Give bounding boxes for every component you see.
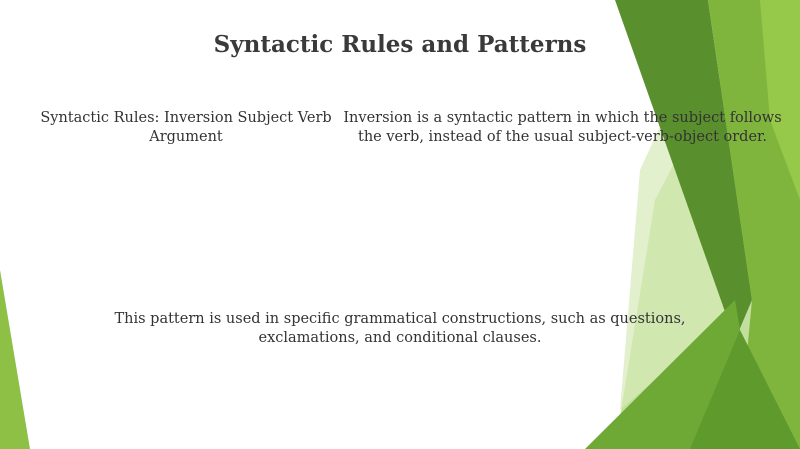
right-text: Inversion is a syntactic pattern in which the subject follows the verb, instead of the usual subject-verb-object order.	[343, 110, 782, 145]
bottom-text: This pattern is used in specific grammatical constructions, such as questions, exclamations, and conditional clauses.	[114, 311, 686, 346]
left-green-sliver	[0, 270, 30, 449]
left-text: Syntactic Rules: Inversion Subject Verb Argument	[40, 110, 332, 145]
slide-title: Syntactic Rules and Patterns	[213, 31, 587, 58]
